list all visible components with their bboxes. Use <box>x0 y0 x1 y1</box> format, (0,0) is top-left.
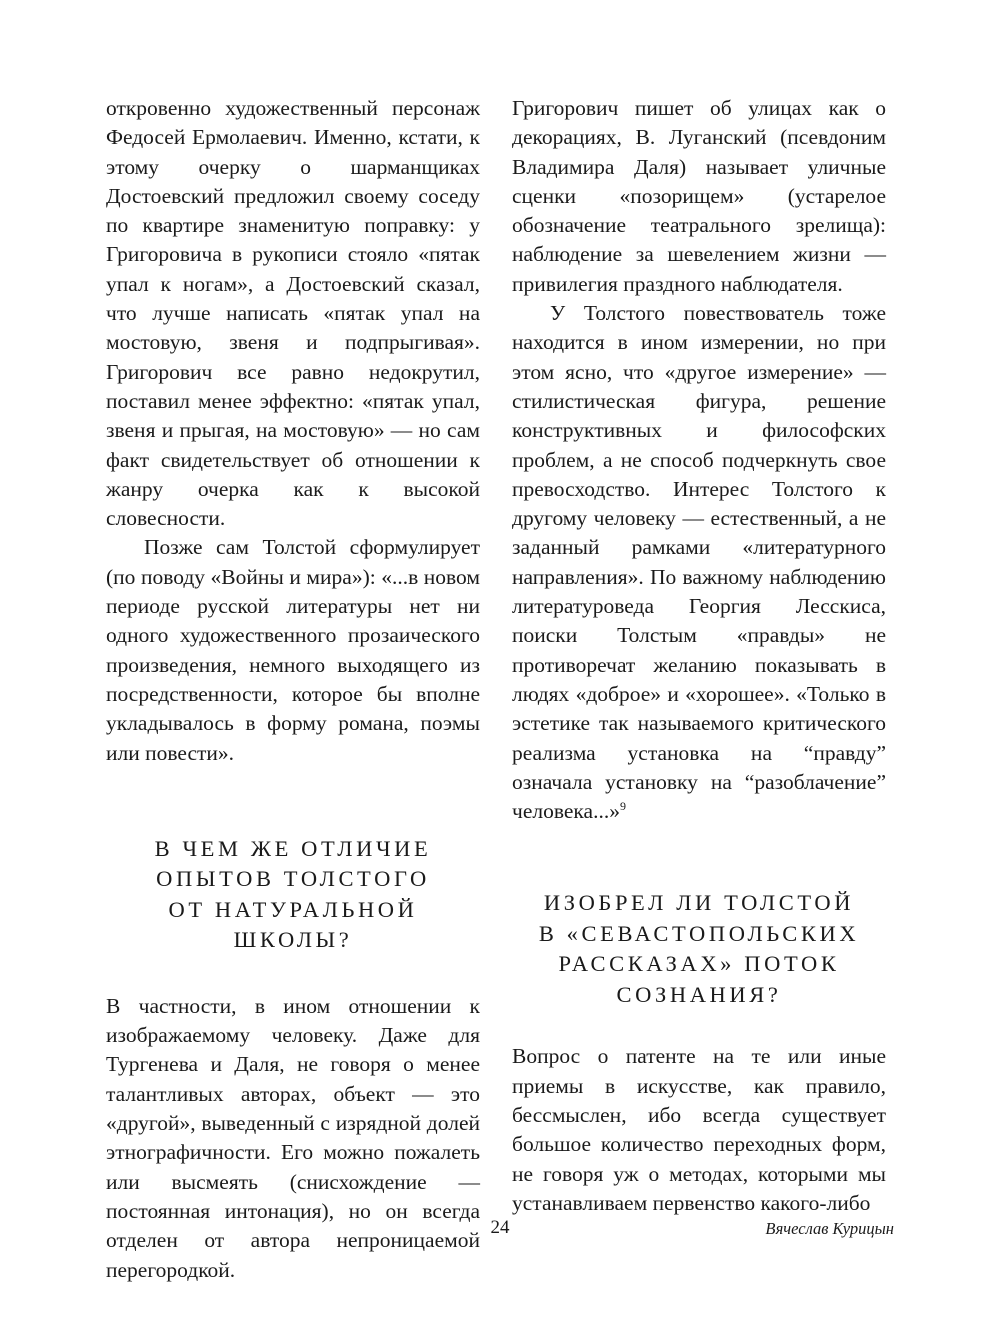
right-paragraph-1: Григорович пишет об улицах как о декорациях, В. Луганский (псевдоним Владимира Даля) называет уличные сценки «позорищем» (устарелое обозначение театрального зрелища): наблюдение за шевелением жизни — привилегия праздного наблюдателя. <box>512 96 886 296</box>
right-paragraph-3: Вопрос о патенте на те или иные приемы в искусстве, как правило, бессмыслен, ибо всегда существует большое количество переходных форм, не говоря уж о методах, которыми мы устанавливаем первенство какого-либо <box>512 1044 886 1215</box>
heading-line: ИЗОБРЕЛ ЛИ ТОЛСТОЙ <box>543 890 855 916</box>
running-author: Вячеслав Курицын <box>765 1219 894 1238</box>
section-spacer <box>512 826 886 888</box>
footnote-marker[interactable]: 9 <box>619 798 626 813</box>
left-column <box>106 94 480 1285</box>
right-paragraph-2 <box>512 299 886 826</box>
heading-line: ОПЫТОВ ТОЛСТОГО <box>156 866 430 892</box>
page-number: 24 <box>490 1217 510 1238</box>
heading-line: СОЗНАНИЯ? <box>616 981 782 1007</box>
left-paragraph-3: В частности, в ином отношении к изображаемому человеку. Даже для Тургенева и Даля, не говоря о менее талантливых авторах, объект — это «другой», выведенный с изрядной долей этнографичности. Его можно пожалеть или высмеять (снисхождение — постоянная интонация), но он всегда отделен от автора непроницаемой перегородкой. <box>106 993 480 1282</box>
section-spacer <box>512 1010 886 1042</box>
section-heading-left <box>106 834 480 956</box>
right-column <box>512 94 886 1218</box>
heading-line: РАССКАЗАХ» ПОТОК <box>558 951 840 977</box>
left-paragraph-1: откровенно художественный персонаж Федосей Ермолаевич. Именно, кстати, к этому очерку о шарманщиках Достоевский предложил своему соседу по квартире знаменитую поправку: у Григоровича в рукописи стояло «пятак упал к ногам», а Достоевский сказал, что лучше написать «пятак упал на мостовую, звеня и подпрыгивая». Григорович все равно недокрутил, поставил менее эффектно: «пятак упал, звеня и прыгая, на мостовую» — но сам факт свидетельствует об отношении к жанру очерка как к высокой словесности. <box>106 96 480 531</box>
heading-line: В «СЕВАСТОПОЛЬСКИХ <box>538 920 860 946</box>
left-paragraph-2: Позже сам Толстой сформулирует (по поводу «Войны и мира»): «...в новом периоде русской литературы нет ни одного художественного прозаического произведения, немного выходящего из посредственности, которое бы вполне укладывалось в форму романа, поэмы или повести». <box>106 535 480 765</box>
section-spacer <box>106 956 480 992</box>
section-heading-right <box>512 888 886 1010</box>
paragraph-text: У Толстого повествователь тоже находится в ином измерении, но при этом ясно, что «другое измерение» — стилистическая фигура, решение конструктивных и философских проблем, а не способ подчеркнуть свое превосходство. Интерес Толстого к другому человеку — естественный, а не заданный рамками «литературного направления». По важному наблюдению литературоведа Георгия Лесскиса, поиски Толстым «правды» не противоречат желанию показывать в людях «доброе» и «хорошее». «Только в эстетике так называемого критического реализма установка на “правду” означала установку на “разоблачение” человека...» <box>512 301 886 824</box>
section-spacer <box>106 768 480 834</box>
heading-line: ОТ НАТУРАЛЬНОЙ ШКОЛЫ? <box>168 896 418 953</box>
heading-line: В ЧЕМ ЖЕ ОТЛИЧИЕ <box>154 835 432 861</box>
